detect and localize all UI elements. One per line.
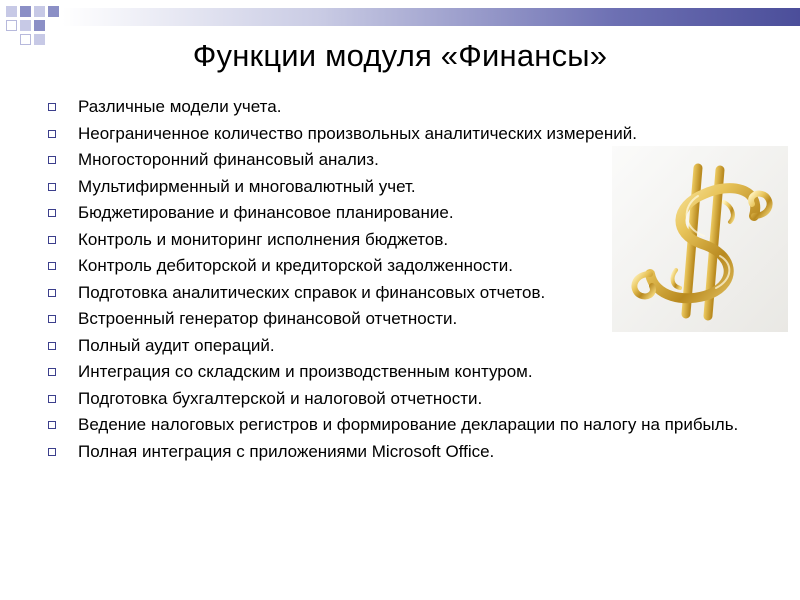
bullet-item: Встроенный генератор финансовой отчетности.	[48, 309, 748, 328]
bullet-item: Различные модели учета.	[48, 97, 748, 116]
decor-square	[20, 6, 31, 17]
header-gradient-bar	[62, 8, 800, 26]
bullet-item: Контроль дебиторской и кредиторской задолженности.	[48, 256, 748, 275]
bullet-item: Ведение налоговых регистров и формирование декларации по налогу на прибыль.	[48, 415, 748, 434]
bullet-item: Бюджетирование и финансовое планирование.	[48, 203, 748, 222]
bullet-item: Неограниченное количество произвольных аналитических измерений.	[48, 124, 748, 143]
bullet-item: Подготовка бухгалтерской и налоговой отчетности.	[48, 389, 748, 408]
decor-square	[6, 20, 17, 31]
bullet-item: Интеграция со складским и производственным контуром.	[48, 362, 748, 381]
slide-title: Функции модуля «Финансы»	[192, 38, 608, 73]
decor-square	[6, 6, 17, 17]
bullet-item: Полная интеграция с приложениями Microsoft Office.	[48, 442, 748, 461]
decor-square	[48, 6, 59, 17]
bullet-item: Многосторонний финансовый анализ.	[48, 150, 748, 169]
decor-square	[34, 20, 45, 31]
decor-square	[34, 6, 45, 17]
bullet-item: Контроль и мониторинг исполнения бюджетов.	[48, 230, 748, 249]
bullet-item: Мультифирменный и многовалютный учет.	[48, 177, 748, 196]
bullet-item: Подготовка аналитических справок и финансовых отчетов.	[48, 283, 748, 302]
bullet-item: Полный аудит операций.	[48, 336, 748, 355]
gold-dollar-sign-icon	[612, 146, 788, 332]
decor-square	[20, 20, 31, 31]
